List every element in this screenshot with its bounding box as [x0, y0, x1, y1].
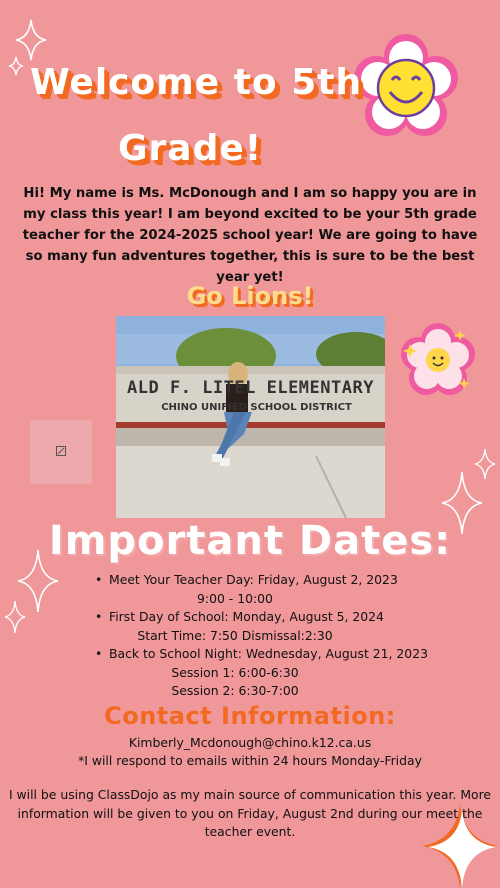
smiley-flower-icon	[352, 34, 460, 142]
contact-block	[0, 734, 500, 770]
date-item-main: • First Day of School: Monday, August 5, 2024	[95, 609, 384, 624]
image-placeholder	[30, 420, 92, 484]
school-sign-photo	[116, 316, 385, 518]
contact-note: *I will respond to emails within 24 hours Monday-Friday	[78, 753, 422, 768]
list-item	[95, 571, 475, 608]
sparkle-icon	[474, 448, 496, 480]
page-title-line2: Grade!	[118, 128, 263, 169]
date-item-sub: Session 2: 6:30-7:00	[171, 683, 299, 698]
page-title-line1: Welcome to 5th	[30, 62, 363, 103]
list-item	[95, 608, 475, 645]
date-item-sub: Session 1: 6:00-6:30	[171, 664, 299, 680]
closing-paragraph: I will be using ClassDojo as my main source of communication this year. More information will be given to you on Friday, August 2nd during our meet the teacher event.	[8, 787, 492, 839]
small-smiley-flower-icon	[398, 322, 478, 396]
date-item-main: • Back to School Night: Wednesday, August 21, 2023	[95, 646, 428, 661]
sparkle-icon	[8, 56, 24, 76]
date-item-sub: 9:00 - 10:00	[197, 590, 273, 606]
contact-heading: Contact Information:	[104, 702, 396, 730]
slogan: Go Lions!	[186, 282, 314, 310]
list-item	[95, 645, 475, 701]
sign-text-line1: ALD F. LITEL ELEMENTARY	[127, 378, 374, 398]
date-item-sub: Start Time: 7:50 Dismissal:2:30	[137, 627, 333, 643]
important-dates-heading: Important Dates:	[48, 518, 452, 564]
edit-image-icon	[56, 446, 66, 456]
intro-paragraph: Hi! My name is Ms. McDonough and I am so happy you are in my class this year! I am beyond excited to be your 5th grade teacher for the 2024-2025 school year! We are going to have so many fun adventures together, this is sure to be the best year yet!	[22, 186, 478, 285]
sparkle-icon	[4, 600, 26, 634]
contact-email[interactable]: Kimberly_Mcdonough@chino.k12.ca.us	[128, 735, 372, 750]
important-dates-list	[95, 571, 475, 701]
date-item-main: • Meet Your Teacher Day: Friday, August 2, 2023	[95, 572, 398, 587]
sign-text-line2: CHINO UNIFIED SCHOOL DISTRICT	[161, 402, 352, 413]
